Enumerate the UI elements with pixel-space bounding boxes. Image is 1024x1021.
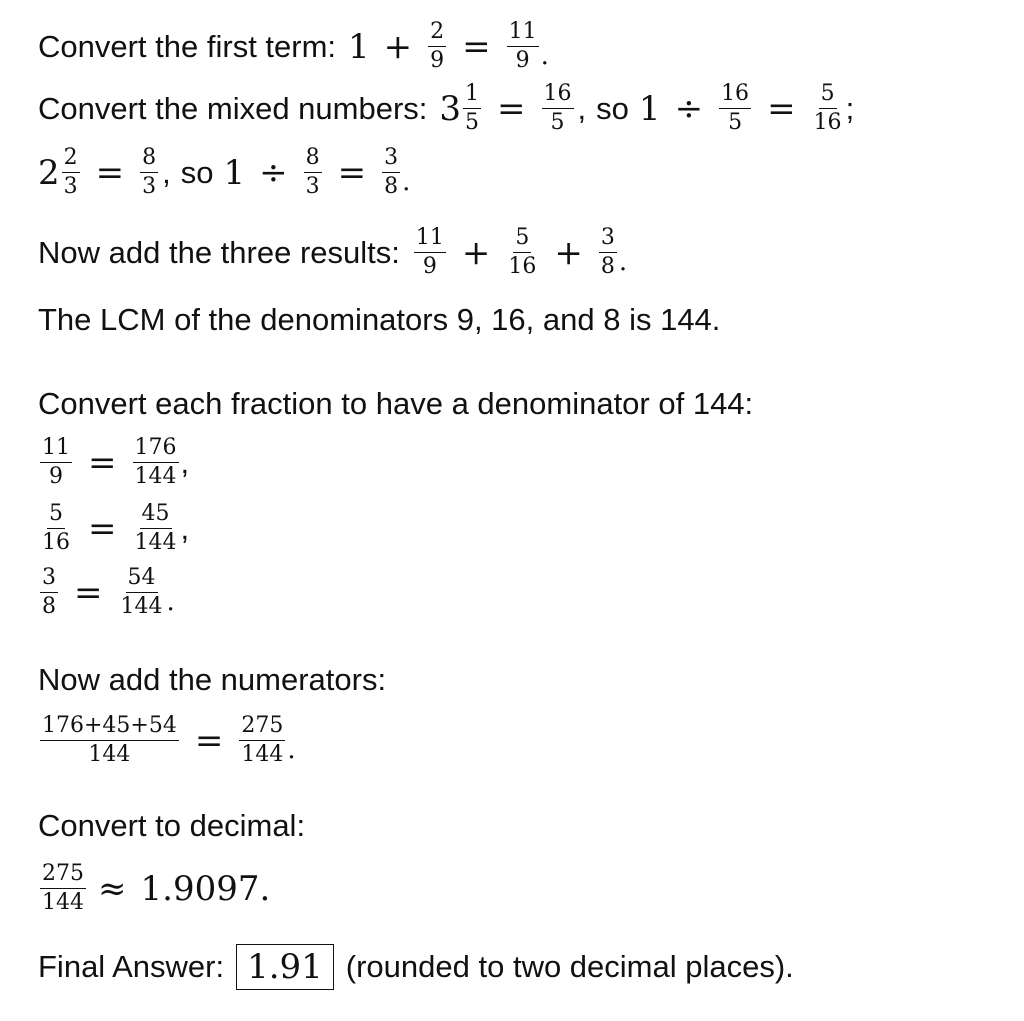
comma: , [162,154,171,190]
step-convert-decimal [38,808,305,844]
fraction: $\frac{45}{144}$ [134,501,177,556]
fraction: $\frac{11}{9}$ [415,225,444,280]
equals-sign: = [337,152,367,193]
so-text: so [180,154,214,190]
equation-approx [38,862,270,915]
equals-sign: = [88,442,117,483]
fraction: $\frac{5}{16}$ [508,225,537,280]
equals-sign: = [74,572,103,613]
step-common-denominator [38,386,753,422]
fraction: $\frac{176}{144}$ [134,435,177,490]
equals-sign: = [767,88,796,129]
step-text: Convert to decimal: [38,808,306,843]
fraction: $\frac{8}{3}$ [305,145,320,200]
step-add-results [38,226,627,279]
fraction: $\frac{5}{16}$ [42,501,70,556]
fraction: $\frac{176+45+54}{144}$ [42,713,177,768]
step-text: Now add the three results: [38,234,400,270]
so-text: so [596,90,629,126]
semicolon: ; [845,90,855,126]
step-text: Convert each fraction to have a denominator of 144: [38,386,754,421]
step-text: Convert the mixed numbers: [38,90,428,126]
math-one: 1 [638,88,661,129]
period: . [402,167,411,198]
equals-sign: = [194,720,224,761]
math-one: 1 [223,152,246,193]
comma: , [577,90,587,126]
step-text: Convert the first term: [38,28,337,64]
plus-sign: + [461,232,491,273]
equation-11-9 [38,436,189,489]
final-note: (rounded to two decimal places). [345,949,794,984]
fraction: $\frac{275}{144}$ [241,713,284,768]
plus-sign: + [383,26,413,67]
fraction: $\frac{11}{9}$ [42,435,70,490]
step-lcm [38,302,720,338]
step-convert-first-term [38,20,549,73]
mixed-whole: 3 [439,88,462,129]
final-answer-box: 1.91 [236,944,334,990]
step-convert-mixed-numbers-cont [38,146,410,199]
divide-sign: ÷ [259,152,288,193]
step-convert-mixed-numbers [38,82,854,135]
final-label: Final Answer: [38,949,225,984]
period: . [166,587,175,618]
approx-value: 1.9097. [140,868,271,909]
equation-3-8 [38,566,175,619]
fraction: $\frac{2}{3}$ [63,145,78,200]
step-text: Now add the numerators: [38,662,387,697]
fraction: $\frac{1}{5}$ [465,81,480,136]
fraction: $\frac{275}{144}$ [42,861,84,916]
step-text: The LCM of the denominators 9, 16, and 8 is 144. [38,302,721,337]
fraction: $\frac{16}{5}$ [721,81,750,136]
equation-sum [38,714,296,767]
comma: , [180,444,190,480]
equals-sign: = [497,88,526,129]
fraction: $\frac{2}{9}$ [430,19,445,74]
period: . [540,41,549,72]
equation-5-16 [38,502,189,555]
fraction: $\frac{54}{144}$ [120,565,163,620]
plus-sign: + [554,232,583,273]
fraction: $\frac{3}{8}$ [42,565,56,620]
fraction: $\frac{3}{8}$ [600,225,615,280]
mixed-whole: 2 [38,152,60,193]
step-add-numerators [38,662,386,698]
divide-sign: ÷ [674,88,704,129]
period: . [618,247,628,278]
math-one: 1 [348,26,370,67]
period: . [287,735,296,766]
equals-sign: = [88,508,117,549]
fraction: $\frac{5}{16}$ [813,81,842,136]
final-answer [38,944,794,990]
fraction: $\frac{3}{8}$ [384,145,399,200]
equals-sign: = [462,26,491,67]
equals-sign: = [95,152,125,193]
fraction: $\frac{8}{3}$ [142,145,157,200]
comma: , [180,510,190,546]
fraction: $\frac{16}{5}$ [543,81,572,136]
approx-sign: ≈ [98,868,127,909]
fraction: $\frac{11}{9}$ [508,19,537,74]
